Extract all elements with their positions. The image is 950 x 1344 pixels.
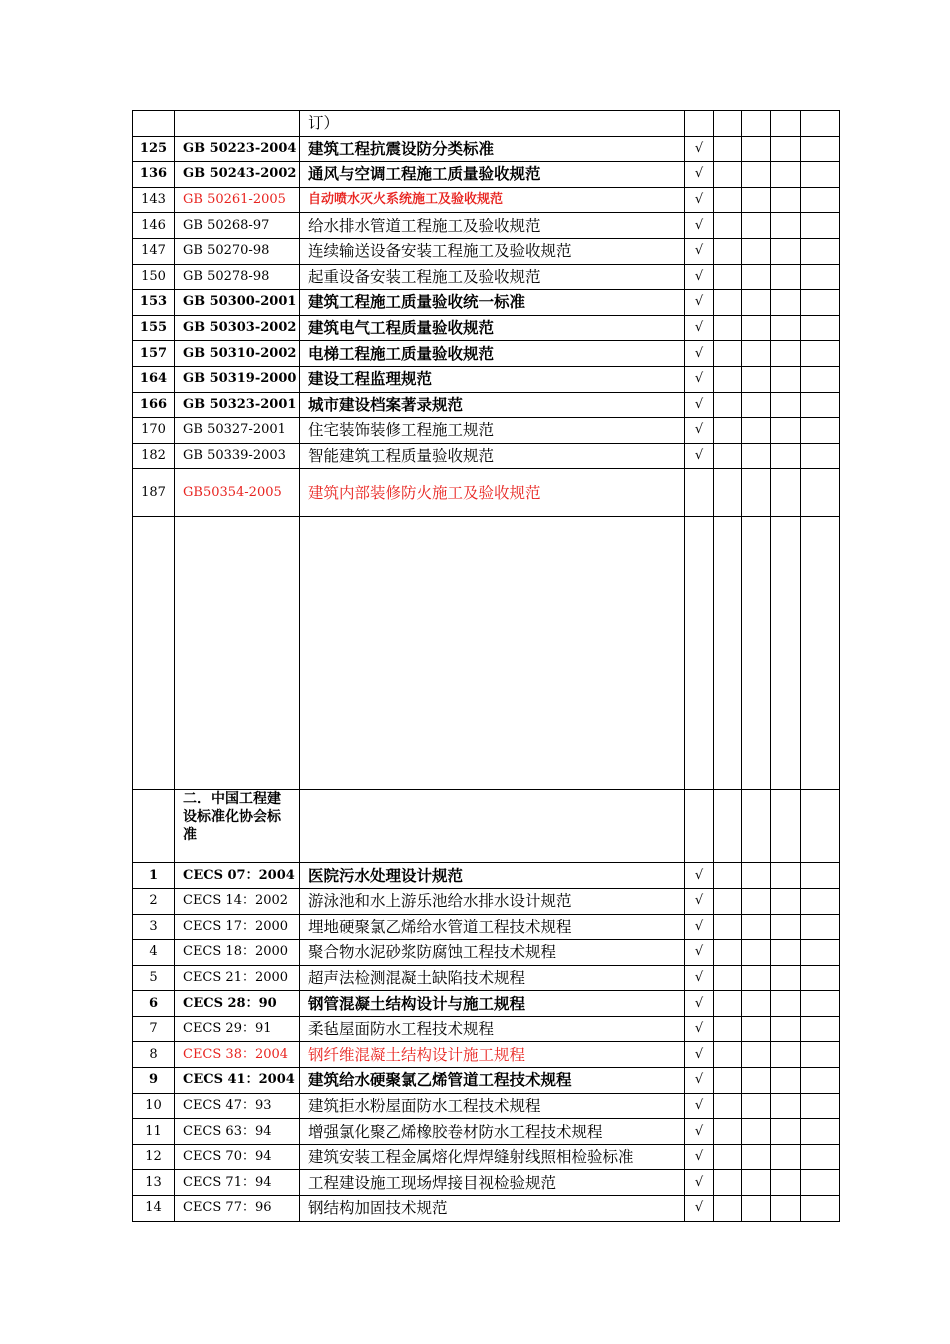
cell-empty (771, 991, 801, 1017)
check-mark: √ (685, 264, 714, 290)
continuation-text: 订） (300, 111, 685, 137)
cell-empty (714, 991, 742, 1017)
cell-empty (742, 418, 771, 444)
check-mark (685, 469, 714, 517)
cell-empty (771, 418, 801, 444)
check-mark: √ (685, 1144, 714, 1170)
cell-empty (771, 213, 801, 239)
standard-name: 自动喷水灭火系统施工及验收规范 (300, 187, 685, 213)
table-row (133, 914, 840, 940)
check-mark: √ (685, 1068, 714, 1094)
cell-empty (771, 517, 801, 790)
cell-empty (801, 1170, 840, 1196)
cell-empty (742, 991, 771, 1017)
cell-empty (714, 965, 742, 991)
row-number: 147 (133, 238, 175, 264)
standard-code: CECS 71：94 (175, 1170, 300, 1196)
cell-empty (771, 1093, 801, 1119)
cell-empty (801, 517, 840, 790)
cell-empty (742, 187, 771, 213)
standard-code: CECS 29：91 (175, 1016, 300, 1042)
standard-name: 钢管混凝土结构设计与施工规程 (300, 991, 685, 1017)
standard-name: 聚合物水泥砂浆防腐蚀工程技术规程 (300, 940, 685, 966)
table-row (133, 315, 840, 341)
check-mark: √ (685, 187, 714, 213)
cell-empty (801, 991, 840, 1017)
cell-empty (771, 290, 801, 316)
standard-code: CECS 63：94 (175, 1119, 300, 1145)
cell-empty (714, 366, 742, 392)
row-number: 13 (133, 1170, 175, 1196)
cell-empty (714, 290, 742, 316)
check-mark: √ (685, 290, 714, 316)
table-row (133, 965, 840, 991)
check-mark: √ (685, 1196, 714, 1222)
cell-empty (714, 1196, 742, 1222)
cell-empty (801, 914, 840, 940)
row-number: 5 (133, 965, 175, 991)
cell-empty (771, 238, 801, 264)
cell-empty (771, 1068, 801, 1094)
cell-empty (801, 1196, 840, 1222)
standard-code: GB 50303-2002 (175, 315, 300, 341)
row-number: 11 (133, 1119, 175, 1145)
cell-empty (801, 1093, 840, 1119)
cell-empty (742, 162, 771, 188)
check-mark: √ (685, 341, 714, 367)
table-row (133, 1068, 840, 1094)
cell-empty (714, 469, 742, 517)
standard-name: 住宅装饰装修工程施工规范 (300, 418, 685, 444)
cell-empty (714, 888, 742, 914)
cell-empty (801, 965, 840, 991)
check-mark: √ (685, 1170, 714, 1196)
cell-empty (771, 187, 801, 213)
check-mark: √ (685, 863, 714, 889)
standard-code: GB 50300-2001 (175, 290, 300, 316)
cell-empty (771, 469, 801, 517)
standard-code: GB 50327-2001 (175, 418, 300, 444)
check-mark: √ (685, 213, 714, 239)
cell-empty (771, 940, 801, 966)
cell-empty (771, 1144, 801, 1170)
cell-empty (771, 1042, 801, 1068)
cell-empty (801, 790, 840, 863)
row-number: 170 (133, 418, 175, 444)
cell-empty (771, 965, 801, 991)
cell-empty (801, 264, 840, 290)
standard-name: 游泳池和水上游乐池给水排水设计规范 (300, 888, 685, 914)
check-mark: √ (685, 136, 714, 162)
cell-empty (714, 863, 742, 889)
row-number: 14 (133, 1196, 175, 1222)
check-mark: √ (685, 392, 714, 418)
section-title: 二．中国工程建设标准化协会标准 (175, 790, 300, 863)
standard-code: CECS 21：2000 (175, 965, 300, 991)
cell-empty (801, 443, 840, 469)
table-row (133, 863, 840, 889)
standard-name: 建筑给水硬聚氯乙烯管道工程技术规程 (300, 1068, 685, 1094)
cell-empty (742, 888, 771, 914)
check-mark: √ (685, 238, 714, 264)
cell-empty (801, 888, 840, 914)
standard-code: GB 50339-2003 (175, 443, 300, 469)
check-mark: √ (685, 965, 714, 991)
cell-empty (801, 366, 840, 392)
table-row (133, 187, 840, 213)
cell-empty (742, 238, 771, 264)
standard-name: 起重设备安装工程施工及验收规范 (300, 264, 685, 290)
cell-empty (742, 315, 771, 341)
cell-empty (742, 1144, 771, 1170)
table-row (133, 1042, 840, 1068)
table-row (133, 991, 840, 1017)
row-number: 3 (133, 914, 175, 940)
row-number: 164 (133, 366, 175, 392)
cell-empty (714, 341, 742, 367)
cell-empty (714, 315, 742, 341)
cell-empty (771, 136, 801, 162)
table-row (133, 1093, 840, 1119)
cell-empty (771, 1170, 801, 1196)
standard-code: GB 50261-2005 (175, 187, 300, 213)
standard-name: 埋地硬聚氯乙烯给水管道工程技术规程 (300, 914, 685, 940)
standard-name: 城市建设档案著录规范 (300, 392, 685, 418)
row-number: 146 (133, 213, 175, 239)
standard-name: 建筑电气工程质量验收规范 (300, 315, 685, 341)
standard-code: GB 50268-97 (175, 213, 300, 239)
cell-empty (714, 162, 742, 188)
standard-code: GB 50323-2001 (175, 392, 300, 418)
standard-name: 柔毡屋面防水工程技术规程 (300, 1016, 685, 1042)
row-number: 10 (133, 1093, 175, 1119)
cell-empty (714, 1042, 742, 1068)
check-mark: √ (685, 914, 714, 940)
table-row (133, 469, 840, 517)
standard-code: CECS 77：96 (175, 1196, 300, 1222)
table-row (133, 443, 840, 469)
cell-empty (742, 517, 771, 790)
cell-empty (801, 863, 840, 889)
row-number: 2 (133, 888, 175, 914)
cell-empty (742, 469, 771, 517)
cell-empty (801, 1144, 840, 1170)
cell-empty (742, 914, 771, 940)
cell-empty (801, 392, 840, 418)
table-row (133, 290, 840, 316)
cell-empty (714, 264, 742, 290)
cell-empty (771, 914, 801, 940)
standard-code: GB 50223-2004 (175, 136, 300, 162)
cell-empty (742, 1170, 771, 1196)
row-number: 6 (133, 991, 175, 1017)
standard-name: 建设工程监理规范 (300, 366, 685, 392)
section-header-row (133, 790, 840, 863)
check-mark: √ (685, 991, 714, 1017)
cell-empty (714, 1170, 742, 1196)
standard-name: 建筑工程抗震设防分类标准 (300, 136, 685, 162)
cell-empty (714, 213, 742, 239)
standards-table (132, 110, 840, 1222)
table-row (133, 213, 840, 239)
cell-empty (714, 392, 742, 418)
standard-code: GB50354-2005 (175, 469, 300, 517)
standard-name: 钢结构加固技术规范 (300, 1196, 685, 1222)
cell-empty (801, 940, 840, 966)
standard-code: CECS 17：2000 (175, 914, 300, 940)
blank-row (133, 517, 840, 790)
standard-name: 增强氯化聚乙烯橡胶卷材防水工程技术规程 (300, 1119, 685, 1145)
check-mark: √ (685, 940, 714, 966)
standard-code: CECS 14：2002 (175, 888, 300, 914)
cell-empty (742, 1119, 771, 1145)
cell-empty (771, 888, 801, 914)
cell-empty (801, 1016, 840, 1042)
cell-empty (685, 790, 714, 863)
standard-name: 建筑安装工程金属熔化焊焊缝射线照相检验标准 (300, 1144, 685, 1170)
cell-empty (801, 341, 840, 367)
check-mark: √ (685, 888, 714, 914)
table-row (133, 341, 840, 367)
table-row (133, 1016, 840, 1042)
table-row (133, 392, 840, 418)
cell-empty (714, 1144, 742, 1170)
row-number: 157 (133, 341, 175, 367)
cell-empty (175, 111, 300, 137)
check-mark: √ (685, 1093, 714, 1119)
standard-code: CECS 18：2000 (175, 940, 300, 966)
standard-code: CECS 41：2004 (175, 1068, 300, 1094)
cell-empty (742, 264, 771, 290)
cell-empty (742, 392, 771, 418)
row-number: 4 (133, 940, 175, 966)
table-row (133, 1119, 840, 1145)
standard-code: GB 50319-2000 (175, 366, 300, 392)
standard-code: CECS 70：94 (175, 1144, 300, 1170)
standard-name: 超声法检测混凝土缺陷技术规程 (300, 965, 685, 991)
standard-code: GB 50243-2002 (175, 162, 300, 188)
cell-empty (771, 1016, 801, 1042)
cell-empty (801, 213, 840, 239)
row-number: 136 (133, 162, 175, 188)
standard-name: 连续输送设备安装工程施工及验收规范 (300, 238, 685, 264)
cell-empty (742, 863, 771, 889)
cell-empty (801, 1119, 840, 1145)
standard-name: 工程建设施工现场焊接目视检验规范 (300, 1170, 685, 1196)
cell-empty (742, 790, 771, 863)
check-mark: √ (685, 315, 714, 341)
check-mark: √ (685, 1042, 714, 1068)
cell-empty (742, 443, 771, 469)
row-number: 8 (133, 1042, 175, 1068)
cell-empty (771, 162, 801, 188)
cell-empty (714, 1093, 742, 1119)
cell-empty (714, 517, 742, 790)
standard-name: 钢纤维混凝土结构设计施工规程 (300, 1042, 685, 1068)
standard-code: CECS 47：93 (175, 1093, 300, 1119)
cell-empty (742, 290, 771, 316)
row-number: 125 (133, 136, 175, 162)
standard-name: 电梯工程施工质量验收规范 (300, 341, 685, 367)
cell-empty (801, 187, 840, 213)
cell-empty (714, 418, 742, 444)
cell-empty (771, 366, 801, 392)
table-row (133, 1170, 840, 1196)
cell-empty (742, 341, 771, 367)
cell-empty (771, 264, 801, 290)
cell-empty (742, 366, 771, 392)
check-mark: √ (685, 418, 714, 444)
cell-empty (742, 136, 771, 162)
cell-empty (771, 392, 801, 418)
cell-empty (801, 162, 840, 188)
cell-empty (801, 469, 840, 517)
row-number: 7 (133, 1016, 175, 1042)
cell-empty (742, 1196, 771, 1222)
cell-empty (714, 914, 742, 940)
standard-name: 建筑拒水粉屋面防水工程技术规程 (300, 1093, 685, 1119)
continuation-row (133, 111, 840, 137)
cell-empty (742, 1042, 771, 1068)
cell-empty (714, 1119, 742, 1145)
cell-empty (801, 290, 840, 316)
standard-name: 建筑内部装修防火施工及验收规范 (300, 469, 685, 517)
cell-empty (742, 1016, 771, 1042)
cell-empty (714, 1068, 742, 1094)
cell-empty (742, 965, 771, 991)
cell-empty (771, 790, 801, 863)
table-row (133, 1196, 840, 1222)
cell-empty (685, 517, 714, 790)
check-mark: √ (685, 366, 714, 392)
standard-code: CECS 38：2004 (175, 1042, 300, 1068)
cell-empty (742, 213, 771, 239)
cell-empty (714, 136, 742, 162)
row-number: 182 (133, 443, 175, 469)
cell-empty (771, 1119, 801, 1145)
cell-empty (133, 517, 175, 790)
row-number: 1 (133, 863, 175, 889)
table-row (133, 264, 840, 290)
cell-empty (742, 940, 771, 966)
cell-empty (300, 517, 685, 790)
check-mark: √ (685, 443, 714, 469)
standard-name: 建筑工程施工质量验收统一标准 (300, 290, 685, 316)
row-number: 166 (133, 392, 175, 418)
table-row (133, 418, 840, 444)
check-mark: √ (685, 1119, 714, 1145)
cell-empty (771, 443, 801, 469)
row-number: 9 (133, 1068, 175, 1094)
cell-empty (742, 1093, 771, 1119)
standard-name: 智能建筑工程质量验收规范 (300, 443, 685, 469)
cell-empty (300, 790, 685, 863)
cell-empty (714, 443, 742, 469)
table-row (133, 238, 840, 264)
cell-empty (175, 517, 300, 790)
row-number: 153 (133, 290, 175, 316)
table-row (133, 366, 840, 392)
table-row (133, 940, 840, 966)
table-row (133, 888, 840, 914)
cell-empty (771, 315, 801, 341)
cell-empty (801, 418, 840, 444)
standard-code: GB 50270-98 (175, 238, 300, 264)
cell-empty (133, 111, 175, 137)
cell-empty (801, 136, 840, 162)
standard-code: GB 50310-2002 (175, 341, 300, 367)
cell-empty (801, 238, 840, 264)
cell-empty (714, 187, 742, 213)
standard-code: GB 50278-98 (175, 264, 300, 290)
check-mark: √ (685, 1016, 714, 1042)
cell-empty (801, 1042, 840, 1068)
cell-empty (771, 341, 801, 367)
row-number: 143 (133, 187, 175, 213)
cell-empty (714, 1016, 742, 1042)
table-row (133, 1144, 840, 1170)
standard-name: 通风与空调工程施工质量验收规范 (300, 162, 685, 188)
cell-empty (714, 790, 742, 863)
standards-table-body (133, 111, 840, 1222)
cell-empty (133, 790, 175, 863)
row-number: 150 (133, 264, 175, 290)
standard-code: CECS 28：90 (175, 991, 300, 1017)
row-number: 12 (133, 1144, 175, 1170)
cell-empty (742, 1068, 771, 1094)
cell-empty (801, 1068, 840, 1094)
standard-name: 给水排水管道工程施工及验收规范 (300, 213, 685, 239)
cell-empty (771, 1196, 801, 1222)
row-number: 155 (133, 315, 175, 341)
standard-code: CECS 07：2004 (175, 863, 300, 889)
table-row (133, 136, 840, 162)
row-number: 187 (133, 469, 175, 517)
cell-empty (714, 238, 742, 264)
cell-empty (714, 940, 742, 966)
check-mark: √ (685, 162, 714, 188)
cell-empty (801, 315, 840, 341)
cell-empty (771, 863, 801, 889)
standard-name: 医院污水处理设计规范 (300, 863, 685, 889)
table-row (133, 162, 840, 188)
